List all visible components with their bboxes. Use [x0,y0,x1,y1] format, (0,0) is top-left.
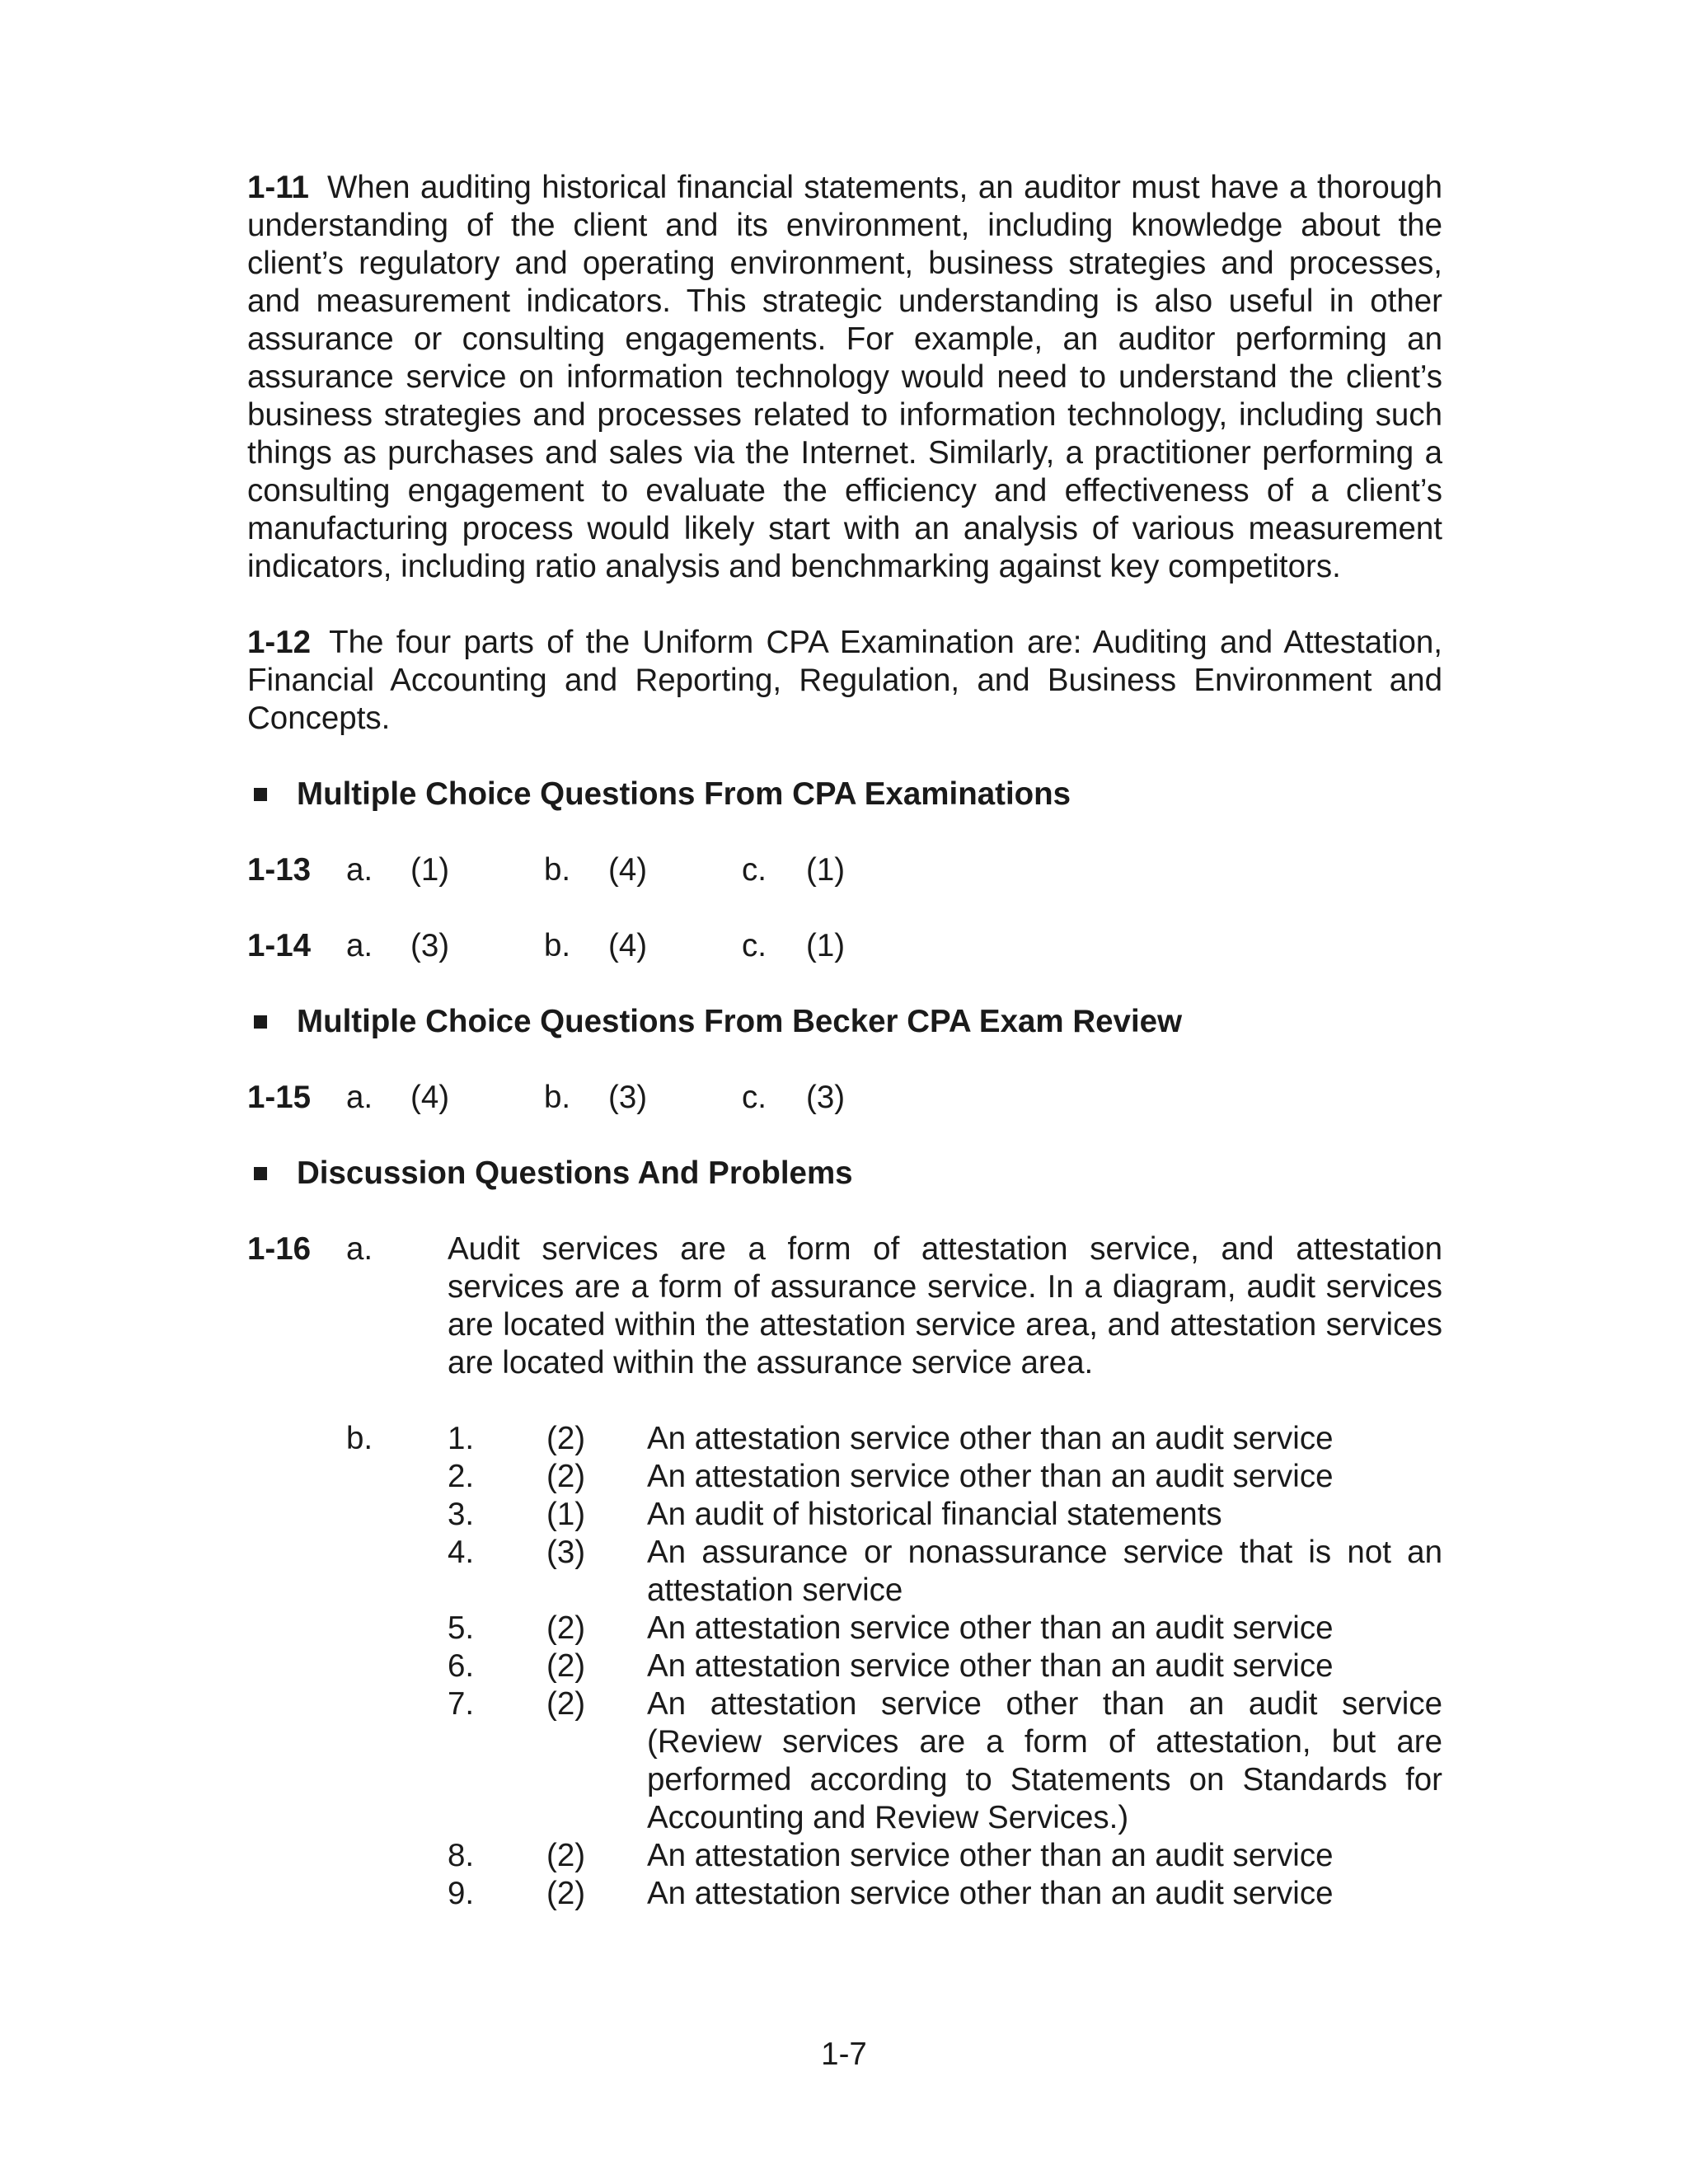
list-item [247,1685,1442,1837]
item-text: An attestation service other than an audit service [647,1838,1334,1873]
item-code: (2) [546,1686,586,1722]
item-number: 4. [448,1535,475,1570]
question-number: 1-14 [247,928,312,963]
section-heading-discussion: Discussion Questions And Problems [247,1155,1442,1193]
item-text: An assurance or nonassurance service that is not an attestation service [647,1535,1442,1608]
answer-1-11 [247,169,1442,586]
item-text: An attestation service other than an audit service [647,1610,1334,1646]
list-item [247,1610,1442,1647]
item-code: (2) [546,1648,586,1684]
list-item [247,1837,1442,1875]
question-number: 1-15 [247,1080,312,1115]
item-code: (2) [546,1838,586,1873]
page-number: 1-7 [821,2036,867,2072]
answer-1-16-b-list [247,1420,1442,1913]
item-number: 5. [448,1610,475,1646]
item-code: (2) [546,1421,586,1456]
item-number: 6. [448,1648,475,1684]
list-item [247,1875,1442,1913]
item-text: An attestation service other than an audit service [647,1876,1334,1911]
answer-1-16-a [247,1230,1442,1382]
item-number: 8. [448,1838,475,1873]
square-bullet-icon [254,1015,267,1029]
item-number: 9. [448,1876,475,1911]
answer-1-12 [247,624,1442,738]
item-code: (2) [546,1459,586,1494]
answer-text: The four parts of the Uniform CPA Examination are: Auditing and Attestation, Financial Accounting and Reporting, Regulation, and Business Environment and Concepts. [247,625,1442,736]
item-number: 3. [448,1497,475,1532]
answer-text: Audit services are a form of attestation service, and attestation services are a form of assurance service. In a diagram, audit services are located within the attestation service area, and attestation services are located within the assurance service area. [448,1231,1442,1380]
document-page [247,169,1442,1913]
list-item [247,1647,1442,1685]
item-number: 7. [448,1686,475,1722]
item-text: An attestation service other than an audit service (Review services are a form of attestation, but are performed according to Statements on Standards for Accounting and Review Services.) [647,1686,1442,1835]
item-text: An audit of historical financial statements [647,1497,1222,1532]
item-number: 1. [448,1421,475,1456]
question-number: 1-11 [247,170,309,205]
question-number: 1-13 [247,852,312,888]
answer-1-13: 1-13 a. (1) b. (4) c. (1) [247,852,846,888]
question-number: 1-16 [247,1231,312,1267]
item-code: (3) [546,1535,586,1570]
part-label: a. [346,1231,373,1267]
item-code: (2) [546,1876,586,1911]
list-item [247,1534,1442,1610]
answer-text: When auditing historical financial statements, an auditor must have a thorough understanding of the client and its environment, including knowledge about the client’s regulatory and operating environment, business strategies and processes, and measurement indicators. This strategic understanding is also useful in other assurance or consulting engagements. For example, an auditor performing an assurance service on information technology would need to understand the client’s business strategies and processes related to information technology, including such things as purchases and sales via the Internet. Similarly, a practitioner performing a consulting engagement to evaluate the efficiency and effectiveness of a client’s manufacturing process would likely start with an analysis of various measurement indicators, including ratio analysis and benchmarking against key competitors. [247,170,1442,584]
square-bullet-icon [254,788,267,801]
list-item [247,1496,1442,1534]
question-number: 1-12 [247,625,312,660]
answer-1-15: 1-15 a. (4) b. (3) c. (3) [247,1080,846,1115]
item-text: An attestation service other than an audit service [647,1421,1334,1456]
item-number: 2. [448,1459,475,1494]
part-label: b. [346,1421,373,1456]
item-code: (2) [546,1610,586,1646]
item-text: An attestation service other than an audit service [647,1459,1334,1494]
item-code: (1) [546,1497,586,1532]
list-item [247,1458,1442,1496]
list-item [247,1420,1442,1458]
item-text: An attestation service other than an audit service [647,1648,1334,1684]
section-heading-cpa-exams: Multiple Choice Questions From CPA Examinations [247,776,1442,813]
section-heading-becker: Multiple Choice Questions From Becker CPA Exam Review [247,1003,1442,1041]
square-bullet-icon [254,1167,267,1180]
answer-1-14: 1-14 a. (3) b. (4) c. (1) [247,928,846,963]
